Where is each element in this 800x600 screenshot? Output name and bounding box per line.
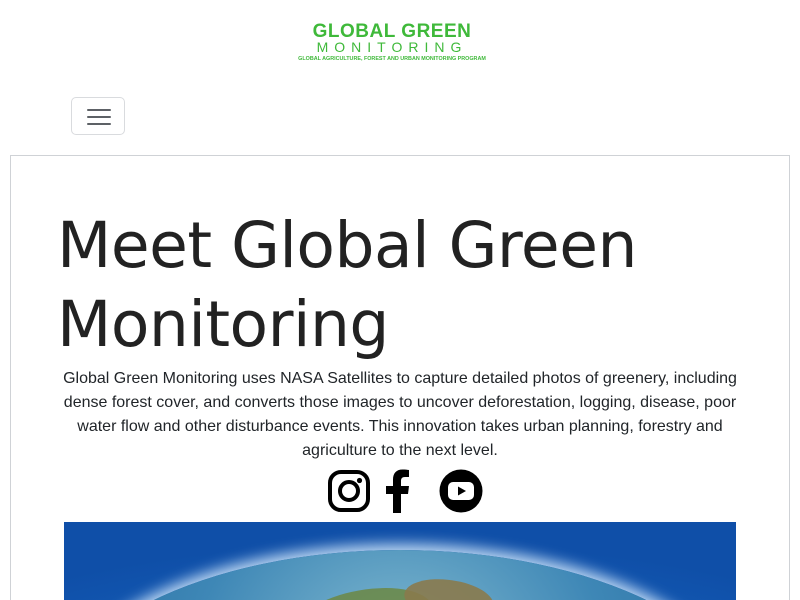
- facebook-link[interactable]: [383, 469, 411, 517]
- intro-description: Global Green Monitoring uses NASA Satellites to capture detailed photos of greenery, including dense forest cover, and converts those images to uncover deforestation, logging, disease, poor water flow and other disturbance events. This innovation takes urban planning, forestry and agriculture to the next level.: [63, 370, 737, 459]
- instagram-icon: [327, 469, 371, 513]
- logo-subtitle: MONITORING: [316, 39, 468, 55]
- facebook-icon: [383, 469, 411, 513]
- page-title: Meet Global Green Monitoring: [57, 209, 637, 361]
- youtube-link[interactable]: [439, 469, 483, 517]
- logo-tagline: GLOBAL AGRICULTURE, FOREST AND URBAN MONITORING PROGRAM: [298, 56, 486, 62]
- logo-title: GLOBAL GREEN: [312, 21, 472, 42]
- instagram-link[interactable]: [327, 469, 371, 517]
- site-logo[interactable]: [294, 22, 490, 66]
- youtube-icon: [439, 469, 483, 513]
- intro-card: [10, 155, 790, 600]
- navbar-toggle-button[interactable]: [71, 97, 125, 135]
- earth-from-space-image: [64, 522, 736, 600]
